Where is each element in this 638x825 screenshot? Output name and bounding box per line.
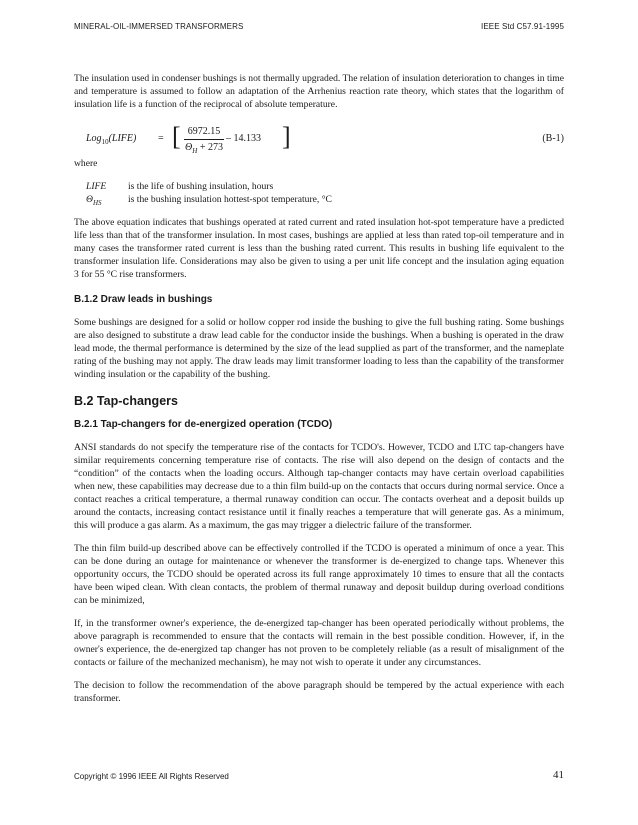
section-heading-b21: B.2.1 Tap-changers for de-energized operation (TCDO) xyxy=(74,419,333,430)
equation-number: (B-1) xyxy=(542,133,564,144)
eq-log-base: 10 xyxy=(101,138,109,146)
draw-leads-paragraph: Some bushings are designed for a solid or hollow copper rod inside the bushing to give the full bushing rating. Some bushings are also designed to substitute a draw lead cable for the conductor inside the bushings. When a bushing is operated in the draw lead mode, the thermal performance is determined by the size of the lead supplied as part of the transformer, and the nameplate rating of the bushing may not apply. The draw leads may limit transformer loading to less than the capability of the transformer winding insulation or the capability of the bushing. xyxy=(74,317,564,380)
eq-theta: $\Theta_H$ xyxy=(185,142,198,155)
running-header-standard: IEEE Std C57.91-1995 xyxy=(481,22,564,31)
where-label: where xyxy=(74,158,98,169)
tcdo-paragraph-4: The decision to follow the recommendation of the above paragraph should be tempered by the actual experience with each transformer. xyxy=(74,680,564,704)
eq-den-rest: + 273 xyxy=(197,142,223,153)
equation-discussion-paragraph: The above equation indicates that bushings operated at rated current and rated insulation hot-spot temperature have a predicted life less than that of the transformer insulation. In most cases, bushings are applied at less than rated top-oil temperature and in many cases the transformer rated current is less than the bushing rated current. This results in bushing life equivalent to the transformer insulation life. Considerations may also be given to using a per unit life concept and the insulation aging equation 3 for 55 °C rise transformers. xyxy=(74,217,564,280)
eq-numerator: 6972.15 xyxy=(184,125,224,140)
eq-right-bracket: ] xyxy=(282,122,291,151)
equation-b1 xyxy=(74,123,564,157)
eq-life: (LIFE) xyxy=(108,133,137,144)
page-body xyxy=(74,72,564,705)
tcdo-paragraph-2: The thin film build-up described above can be effectively controlled if the TCDO is operated a minimum of once a year. This can be done during an outage for maintenance or whenever the transformer is de-energized to change taps. Whenever this opportunity occurs, the TCDO should be operated across its full range approximately 10 times to ensure that all the contacts have been wiped clean. With clean contacts, the problem of thermal runaway and deposit buildup during overload conditions can be minimized, xyxy=(74,543,564,606)
eq-equals: = xyxy=(158,133,164,144)
variable-symbol: $\Theta_{HS}$ xyxy=(86,194,102,207)
variable-row-life xyxy=(86,180,564,193)
variable-definitions xyxy=(86,180,564,206)
variable-row-theta-hs xyxy=(86,193,564,206)
section-heading-b12: B.1.2 Draw leads in bushings xyxy=(74,294,213,305)
eq-fraction xyxy=(184,125,224,158)
variable-symbol: LIFE xyxy=(86,181,107,192)
copyright-notice: Copyright © 1996 IEEE All Rights Reserved xyxy=(74,772,229,781)
running-header-title: MINERAL-OIL-IMMERSED TRANSFORMERS xyxy=(74,22,244,31)
equation-lhs xyxy=(86,132,136,149)
variable-description: is the life of bushing insulation, hours xyxy=(128,181,274,192)
eq-log: Log xyxy=(86,133,102,144)
intro-paragraph: The insulation used in condenser bushings is not thermally upgraded. The relation of insulation deterioration to changes in time and temperature is assumed to follow an adaptation of the Arrhenius reaction rate theory, which states that the logarithm of insulation life is a function of the reciprocal of absolute temperature. xyxy=(74,73,564,110)
variable-description: is the bushing insulation hottest-spot temperature, °C xyxy=(128,194,332,205)
page-footer xyxy=(74,769,564,781)
section-heading-b2: B.2 Tap-changers xyxy=(74,394,178,408)
page-number: 41 xyxy=(553,769,564,781)
eq-left-bracket: [ xyxy=(172,122,181,151)
eq-constant: – 14.133 xyxy=(226,133,261,144)
tcdo-paragraph-1: ANSI standards do not specify the temperature rise of the contacts for TCDO's. However, TCDO and LTC tap-changers have similar requirements concerning temperature rise of contacts. The rise will also depend on the design of contacts and the “condition” of the contacts when the loading occurs. Although tap-changer contacts may have certain overload capabilities when new, these capabilities may decrease due to a thin film build-up on the contacts that occurs during normal service. Once a contact reaches a critical temperature, a thermal runaway condition can occur. The contacts overheat and a deposit builds up around the contacts, increasing contact resistance until it finally reaches a temperature that will generate gas. As a minimum, this will produce a gas alarm. As a maximum, the gas may trigger a dielectric failure of the transformer. xyxy=(74,442,564,531)
eq-denominator xyxy=(184,140,224,158)
tcdo-paragraph-3: If, in the transformer owner's experience, the de-energized tap-changer has been operated periodically without problems, the above paragraph is recommended to ensure that the contacts will remain in the best possible condition. However, if, in the owner's experience, the de-energized tap changer has not proven to be completely reliable (as a result of misalignment of the contacts or failure of the mechanized mechanism), he may not wish to operate it under any circumstances. xyxy=(74,618,564,668)
